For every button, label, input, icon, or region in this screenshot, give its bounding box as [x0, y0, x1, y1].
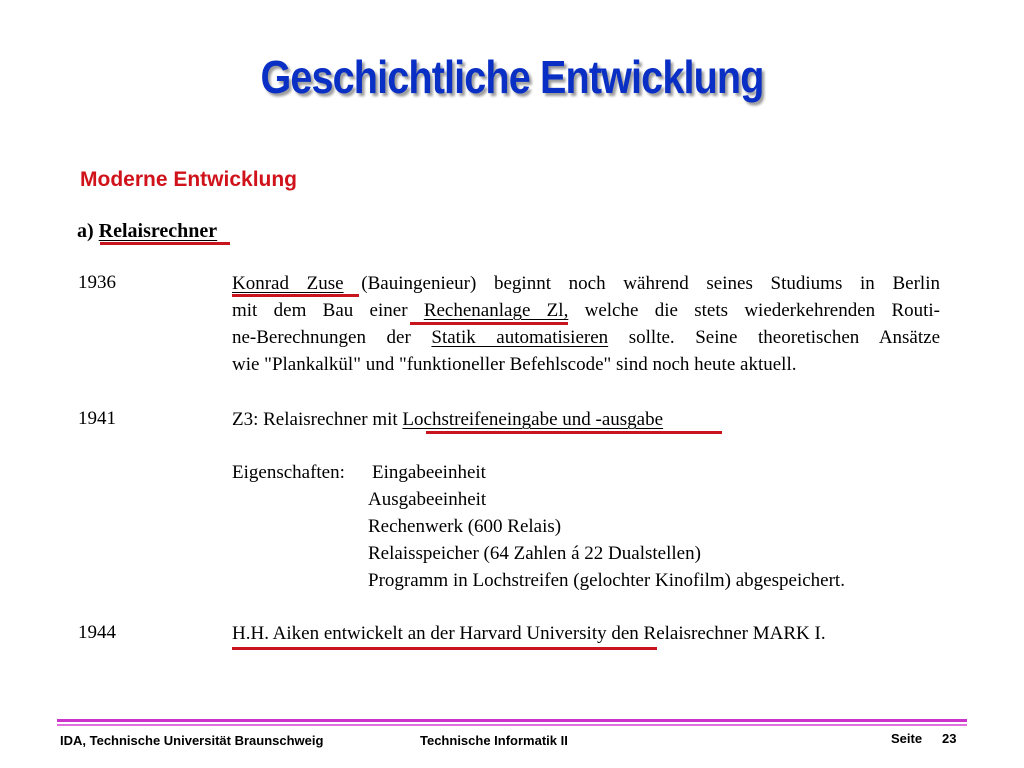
red-underline-konrad-zuse — [232, 294, 359, 297]
section-label: a) — [77, 220, 94, 242]
paragraph-1936-line-1 — [232, 270, 940, 297]
footer-rule — [57, 719, 967, 722]
red-underline-aiken — [232, 647, 657, 650]
text-1941-start: Z3: Relaisrechner mit — [232, 409, 403, 430]
text-rechenanlage: Rechenanlage Zl, — [423, 300, 569, 321]
footer-rule-secondary — [57, 724, 967, 726]
paragraph-1936-line-4: wie "Plankalkül" und "funktioneller Befehlscode" sind noch heute aktuell. — [232, 354, 797, 375]
text-1936-line2-rest: welche die stets wiederkehrenden Routi- — [568, 300, 940, 321]
footer-institution: IDA, Technische Universität Braunschweig — [60, 733, 324, 748]
text-konrad-zuse: Konrad Zuse — [232, 273, 344, 294]
text-1936-line1-rest: (Bauingenieur) beginnt noch während seines Studiums in Berlin — [343, 273, 940, 294]
properties-label: Eigenschaften: — [232, 462, 345, 483]
property-3: Rechenwerk (600 Relais) — [368, 516, 562, 537]
text-1944: H.H. Aiken entwickelt an der Harvard University den Relaisrechner MARK I. — [232, 623, 826, 644]
property-4: Relaisspeicher (64 Zahlen á 22 Dualstellen) — [368, 543, 701, 564]
red-underline-rechenanlage — [410, 322, 568, 325]
section-heading — [77, 220, 217, 243]
text-lochstreifen: Lochstreifeneingabe und -ausgabe — [402, 409, 664, 430]
year-1941: 1941 — [78, 408, 116, 429]
red-underline-lochstreifen — [426, 431, 722, 434]
year-1944: 1944 — [78, 622, 116, 643]
property-2: Ausgabeeinheit — [368, 489, 487, 510]
text-statik: Statik automatisieren — [431, 327, 609, 348]
text-1941 — [232, 406, 663, 433]
property-1: Eingabeeinheit — [372, 462, 486, 483]
property-5: Programm in Lochstreifen (gelochter Kinofilm) abgespeichert. — [368, 570, 845, 591]
text-1936-line3-rest: sollte. Seine theoretischen Ansätze — [608, 327, 941, 348]
slide-title: Geschichtliche Entwicklung — [260, 51, 764, 103]
paragraph-1936 — [232, 270, 940, 378]
slide-subtitle: Moderne Entwicklung — [80, 168, 298, 191]
footer-page-number: 23 — [942, 731, 957, 746]
footer-page-label: Seite — [891, 731, 923, 746]
section-heading-text: Relaisrechner — [98, 220, 218, 242]
paragraph-1936-line-3 — [232, 324, 940, 351]
footer-course: Technische Informatik II — [420, 733, 568, 748]
text-1936-line3-start: ne-Berechnungen der — [232, 327, 432, 348]
heading-red-underline — [100, 242, 230, 245]
paragraph-1936-line-2 — [232, 297, 940, 324]
year-1936: 1936 — [78, 272, 116, 293]
text-1936-line2-start: mit dem Bau einer — [232, 300, 424, 321]
